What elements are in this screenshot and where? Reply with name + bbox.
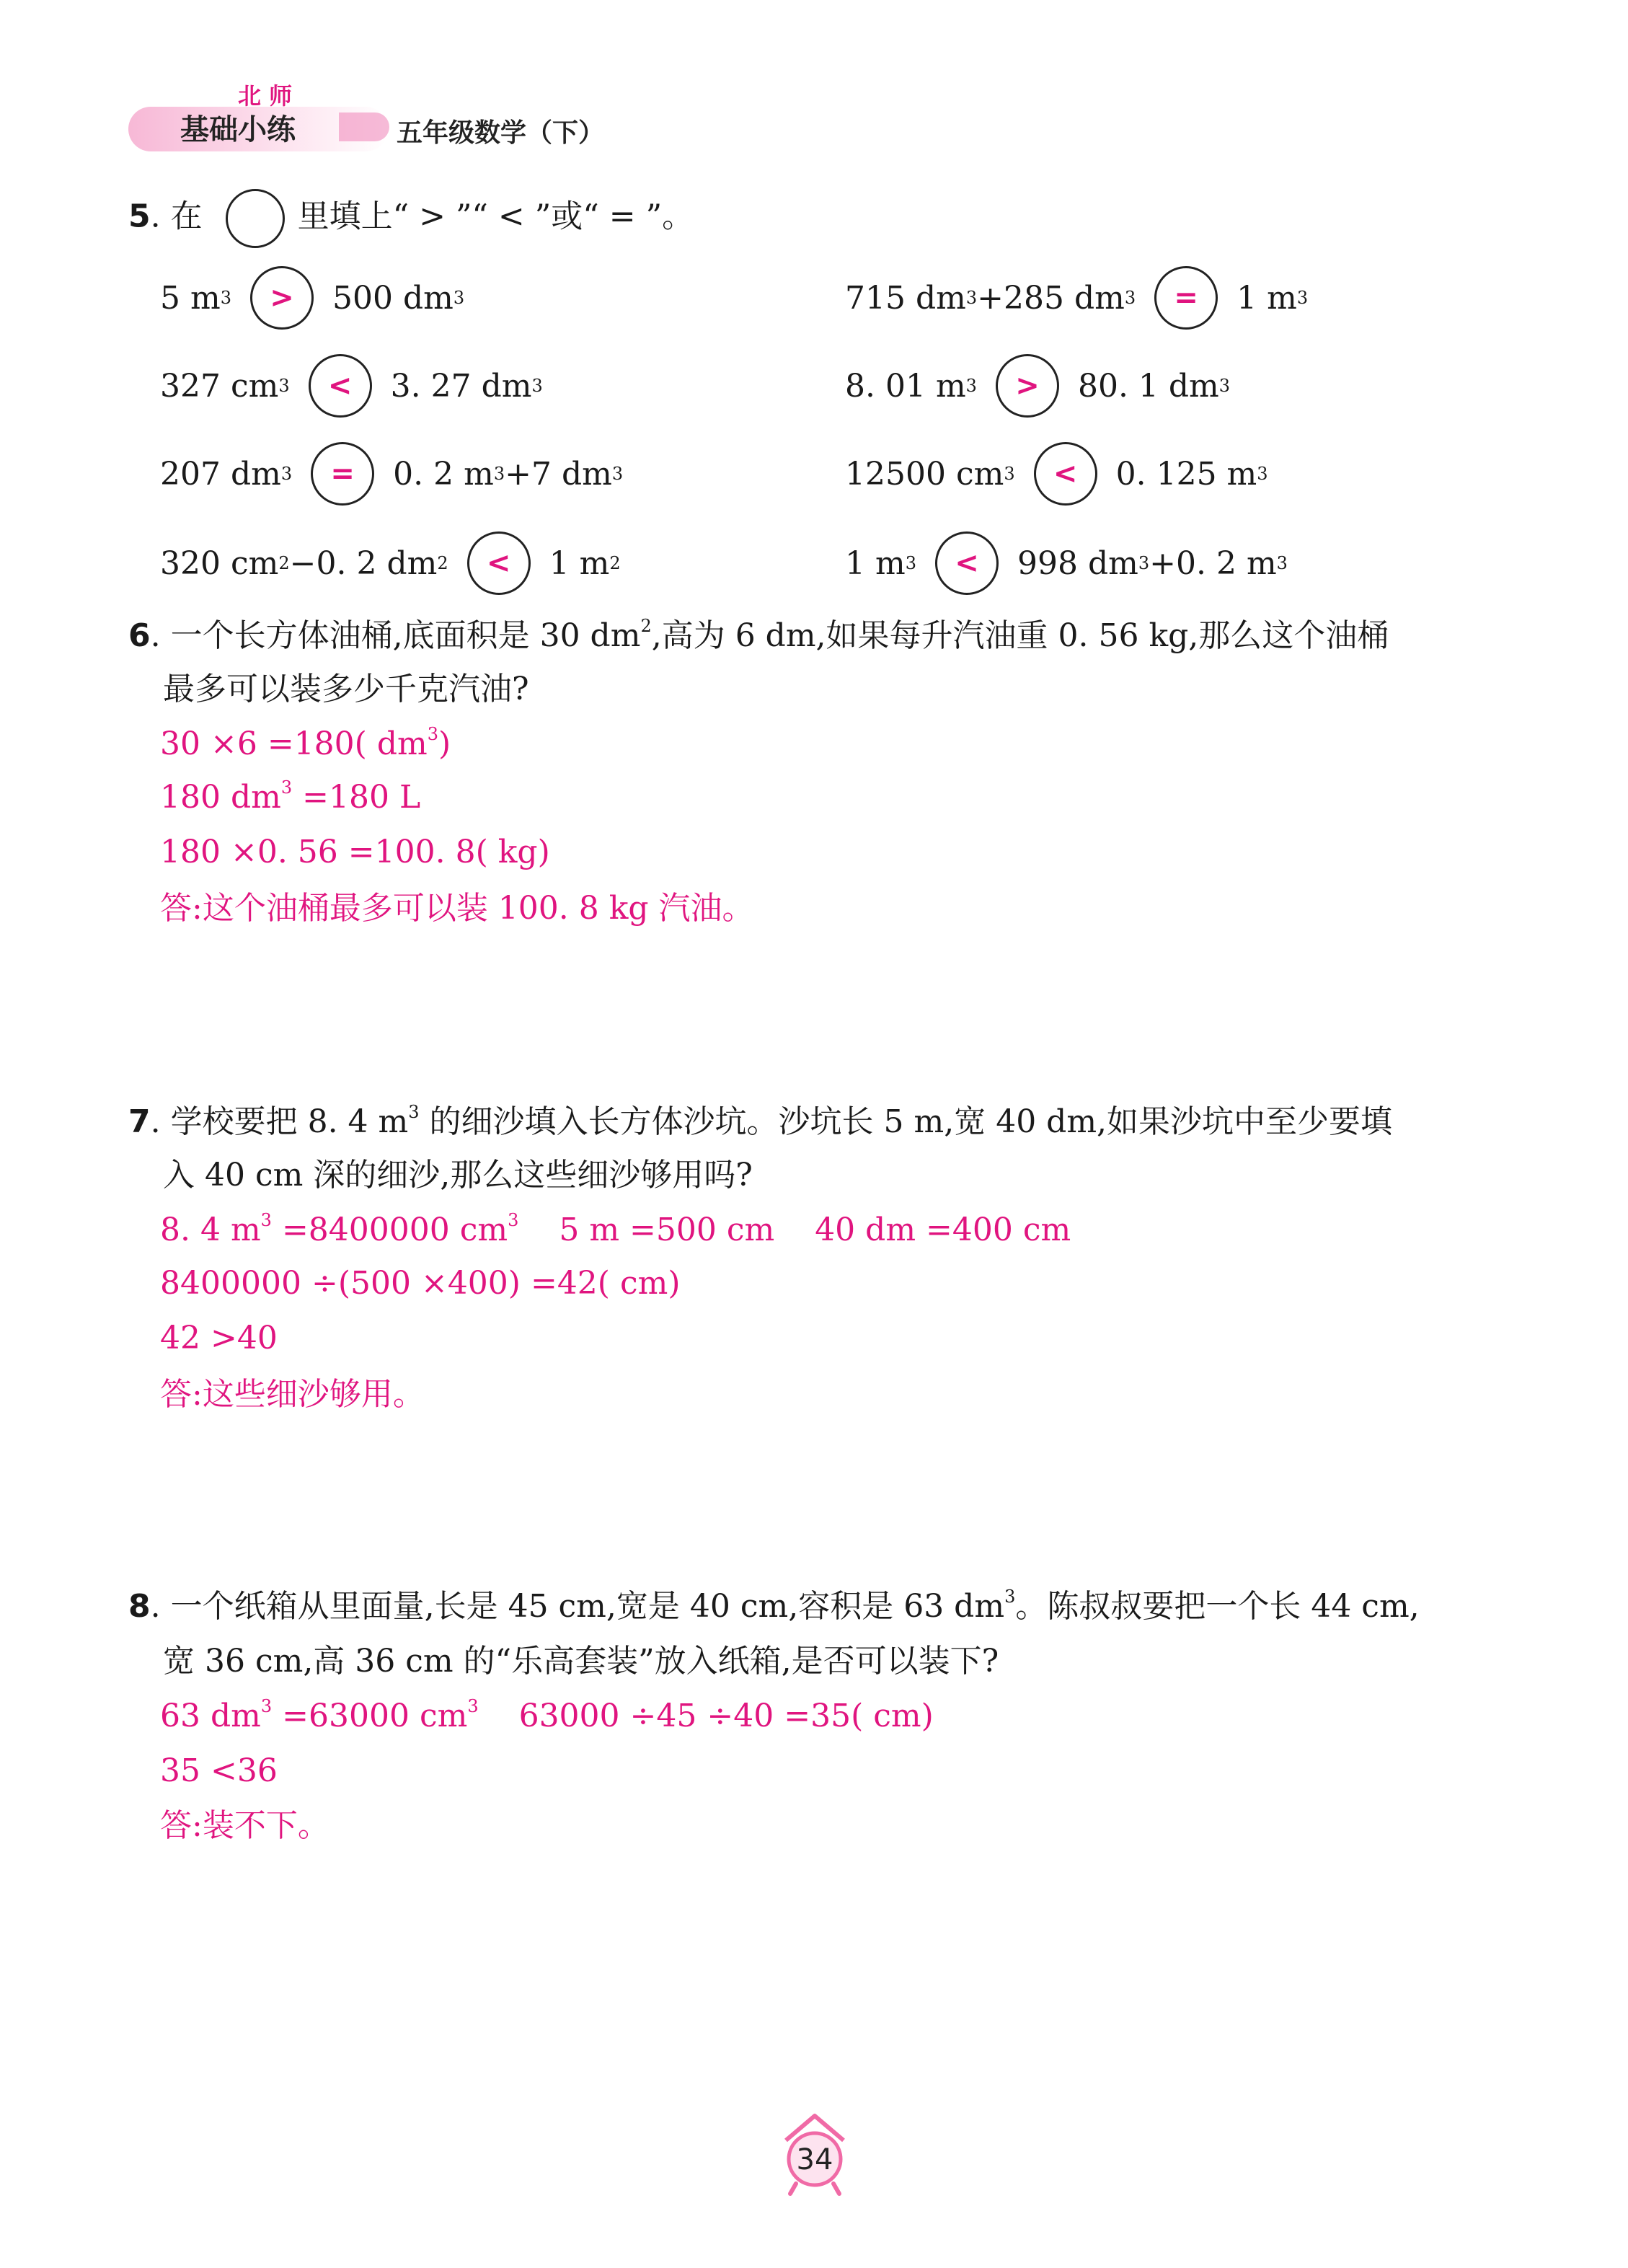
q5-row2-left: 327 cm 3 < 3. 27 dm 3 [160, 353, 543, 418]
q5-answer-circle[interactable]: < [1034, 442, 1097, 506]
q8-answer-step2: 35 <36 [160, 1752, 278, 1789]
q7-question-line1: 7. 学校要把 8. 4 $m^3$ 的细沙填入长方体沙坑。沙坑长 5 m,宽 40 dm,如果沙坑中至少要填 [128, 1102, 1393, 1140]
q7-question-line2: 入 40 cm 深的细沙,那么这些细沙够用吗? [163, 1157, 753, 1193]
q5-answer-circle[interactable]: > [996, 354, 1059, 418]
header-grade: 五年级数学（下） [397, 118, 605, 148]
q5-number: 5 [128, 198, 151, 235]
q7-answer-step2: 8400000 ÷(500 ×400) =42( cm) [160, 1265, 681, 1302]
q8-question-line1: 8. 一个纸箱从里面量,长是 45 cm,宽是 40 cm,容积是 63 $dm^3$。陈叔叔要把一个长 44 cm, [128, 1587, 1420, 1625]
q5-row4-right: 1 m 3 < 998 dm 3 +0. 2 m 3 [845, 531, 1288, 596]
q6-question-line1: 6. 一个长方体油桶,底面积是 30 $dm^2$,高为 6 dm,如果每升汽油重 0. 56 kg,那么这个油桶 [128, 616, 1389, 654]
q5-row4-left: 320 cm 2 −0. 2 dm 2 < 1 m 2 [160, 531, 621, 596]
q5-answer-circle[interactable]: < [309, 354, 372, 418]
q8-answer-step1: 63 $dm^3 =63000$ $cm^3$ 63000 ÷45 ÷40 =35( cm) [160, 1696, 934, 1734]
page-number-badge [771, 2106, 858, 2199]
q5-row2-right: 8. 01 m 3 > 80. 1 dm 3 [845, 353, 1230, 418]
q6-answer-step3: 180 ×0. 56 =100. 8( kg) [160, 834, 550, 870]
q5-answer-circle[interactable]: < [467, 531, 531, 595]
q8-answer-conclusion: 答:装不下。 [160, 1807, 329, 1844]
q5-answer-circle[interactable]: < [935, 531, 999, 595]
q8-number: 8 [128, 1588, 151, 1625]
q8-question-line2: 宽 36 cm,高 36 cm 的“乐高套装”放入纸箱,是否可以装下? [163, 1643, 999, 1680]
q6-answer-step1: 30 ×6 =180( $dm^3$) [160, 724, 451, 762]
q5-row1-right: 715 dm 3 +285 dm 3 = 1 m 3 [845, 265, 1308, 330]
page-number: 34 [796, 2143, 833, 2176]
blank-circle-icon [226, 189, 285, 248]
q7-number: 7 [128, 1103, 151, 1140]
q5-answer-circle[interactable]: = [311, 442, 374, 506]
header-series-title: 基础小练 [180, 113, 296, 146]
q5-row3-right: 12500 cm 3 < 0. 125 m 3 [845, 441, 1268, 506]
q7-answer-step3: 42 >40 [160, 1320, 278, 1356]
q7-answer-step1: 8. 4 $m^3 =8400000$ $cm^3$ 5 m =500 cm 40 dm =400 cm [160, 1210, 1071, 1248]
q7-answer-conclusion: 答:这些细沙够用。 [160, 1376, 425, 1413]
q5-prompt: 5. 在 里填上“ > ”“ < ”或“ = ”。 [128, 189, 694, 248]
header-banner-accent [339, 112, 389, 141]
q6-answer-step2: 180 $dm^3 =180$ L [160, 777, 421, 816]
q5-answer-circle[interactable]: = [1154, 266, 1218, 330]
q6-question-line2: 最多可以装多少千克汽油? [163, 671, 529, 707]
q5-row1-left: 5 m 3 > 500 dm 3 [160, 265, 464, 330]
q6-number: 6 [128, 617, 151, 654]
q5-answer-circle[interactable]: > [250, 266, 314, 330]
header-publisher: 北 师 [238, 82, 293, 110]
q5-row3-left: 207 dm 3 = 0. 2 m 3 +7 dm 3 [160, 441, 623, 506]
q6-answer-conclusion: 答:这个油桶最多可以装 100. 8 kg 汽油。 [160, 890, 754, 927]
